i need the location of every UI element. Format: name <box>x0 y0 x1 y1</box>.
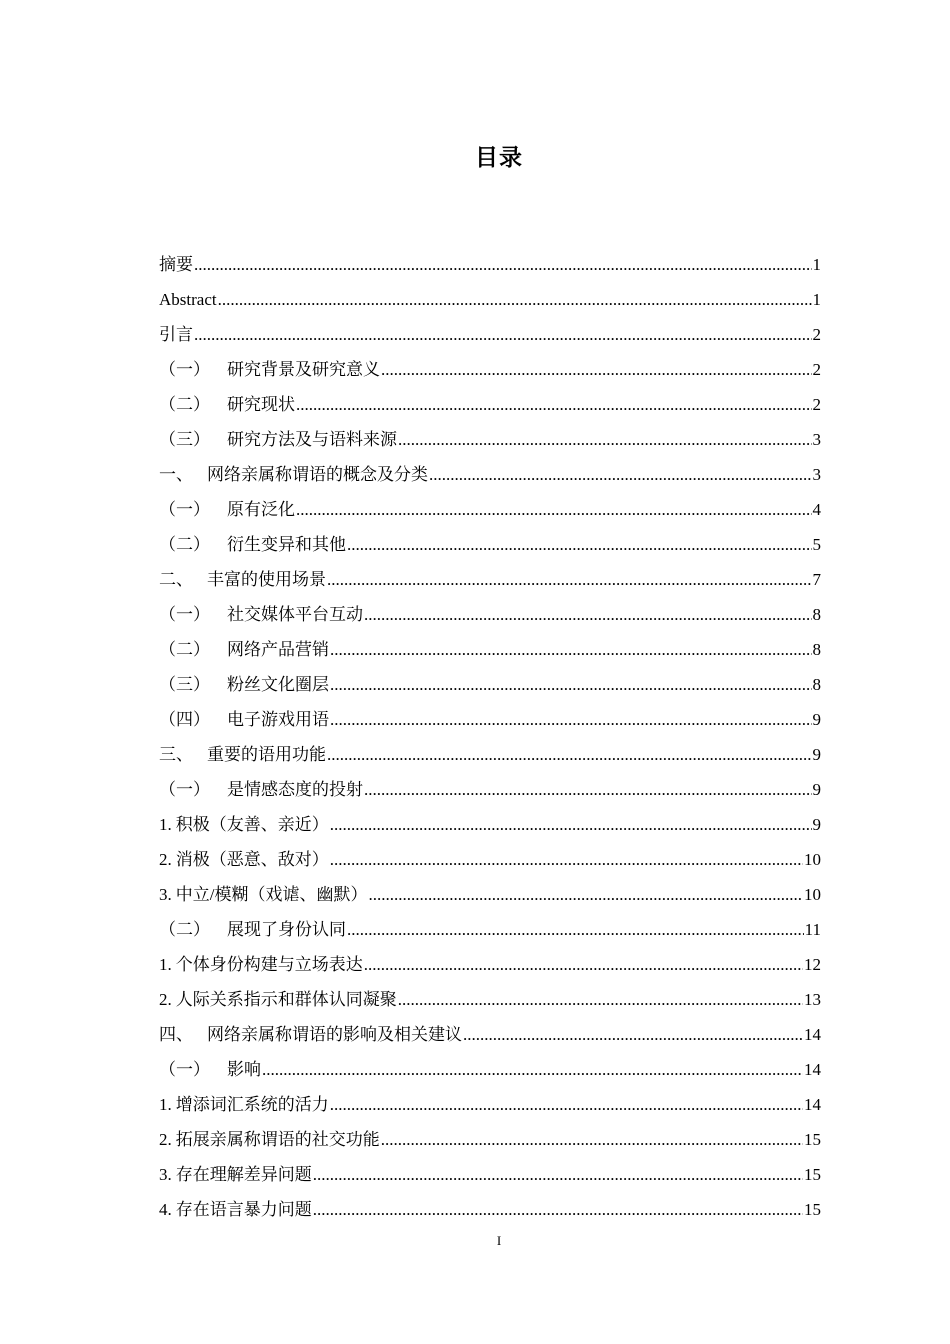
toc-entry-page: 2 <box>812 395 821 414</box>
page-number: I <box>496 1233 502 1248</box>
toc-entry-number: 四、 <box>159 1025 193 1044</box>
toc-entry-title: 网络产品营销 <box>227 640 329 659</box>
toc-entry-page: 10 <box>804 885 821 904</box>
toc-dot-leader <box>296 387 812 422</box>
toc-entry-number: （一） <box>159 1060 210 1079</box>
toc-dot-leader <box>330 807 812 842</box>
toc-entry-number: 2. <box>159 990 172 1009</box>
toc-entry[interactable] <box>159 772 821 807</box>
toc-entry-page: 15 <box>804 1200 821 1219</box>
toc-entry[interactable] <box>159 247 821 282</box>
toc-entry-page: 2 <box>812 325 821 344</box>
toc-entry-page: 9 <box>812 710 821 729</box>
toc-entry-title: 中立/模糊（戏谑、幽默） <box>175 885 368 904</box>
toc-entry-page: 14 <box>804 1025 821 1044</box>
toc-dot-leader <box>368 877 803 912</box>
toc-dot-leader <box>398 982 803 1017</box>
toc-entry-number: 2. <box>159 850 172 869</box>
toc-entry-title: 拓展亲属称谓语的社交功能 <box>175 1130 380 1149</box>
toc-dot-leader <box>296 492 812 527</box>
toc-entry[interactable] <box>159 422 821 457</box>
toc-entry-title: 存在理解差异问题 <box>175 1165 312 1184</box>
toc-dot-leader <box>330 1087 803 1122</box>
toc-entry[interactable] <box>159 492 821 527</box>
toc-dot-leader <box>327 737 812 772</box>
toc-dot-leader <box>330 702 812 737</box>
toc-entry[interactable] <box>159 457 821 492</box>
table-of-contents <box>159 247 821 1227</box>
toc-entry-page: 8 <box>812 675 821 694</box>
toc-entry[interactable] <box>159 1192 821 1227</box>
toc-entry[interactable] <box>159 947 821 982</box>
toc-entry[interactable] <box>159 282 821 317</box>
toc-entry-number: （一） <box>159 500 210 519</box>
page-title: 目录 <box>475 145 523 171</box>
toc-entry[interactable] <box>159 982 821 1017</box>
toc-dot-leader <box>463 1017 803 1052</box>
toc-entry[interactable] <box>159 1122 821 1157</box>
toc-dot-leader <box>398 422 812 457</box>
toc-entry-title: 增添词汇系统的活力 <box>175 1095 329 1114</box>
toc-entry[interactable] <box>159 632 821 667</box>
toc-entry[interactable] <box>159 562 821 597</box>
toc-entry-page: 15 <box>804 1130 821 1149</box>
toc-entry[interactable] <box>159 667 821 702</box>
toc-entry-title: Abstract <box>159 290 217 309</box>
toc-entry-page: 15 <box>804 1165 821 1184</box>
toc-entry-page: 10 <box>804 850 821 869</box>
toc-entry-title: 引言 <box>159 325 193 344</box>
toc-entry[interactable] <box>159 1157 821 1192</box>
toc-entry-page: 7 <box>812 570 821 589</box>
toc-dot-leader <box>330 842 803 877</box>
toc-entry-title: 网络亲属称谓语的影响及相关建议 <box>207 1025 462 1044</box>
toc-dot-leader <box>364 772 812 807</box>
toc-entry-number: （四） <box>159 710 210 729</box>
toc-entry-number: 3. <box>159 885 172 904</box>
toc-entry[interactable] <box>159 387 821 422</box>
toc-entry-number: 一、 <box>159 465 193 484</box>
toc-entry[interactable] <box>159 807 821 842</box>
toc-entry-page: 4 <box>812 500 821 519</box>
toc-entry-page: 1 <box>812 255 821 274</box>
toc-entry-number: 1. <box>159 1095 172 1114</box>
toc-entry-number: 1. <box>159 955 172 974</box>
toc-dot-leader <box>313 1192 803 1227</box>
toc-entry[interactable] <box>159 842 821 877</box>
toc-entry-number: （二） <box>159 395 210 414</box>
toc-entry-page: 3 <box>812 430 821 449</box>
toc-entry-title: 网络亲属称谓语的概念及分类 <box>207 465 428 484</box>
toc-entry[interactable] <box>159 597 821 632</box>
toc-dot-leader <box>381 1122 803 1157</box>
toc-entry-page: 8 <box>812 640 821 659</box>
toc-entry-number: （一） <box>159 780 210 799</box>
toc-entry-number: （一） <box>159 605 210 624</box>
toc-entry-title: 消极（恶意、敌对） <box>175 850 329 869</box>
toc-dot-leader <box>381 352 812 387</box>
toc-entry-number: 1. <box>159 815 172 834</box>
toc-entry-number: （三） <box>159 430 210 449</box>
toc-entry-title: 粉丝文化圈层 <box>227 675 329 694</box>
toc-entry[interactable] <box>159 737 821 772</box>
toc-entry-page: 9 <box>812 745 821 764</box>
toc-entry-number: （二） <box>159 920 210 939</box>
toc-entry-number: 二、 <box>159 570 193 589</box>
toc-entry-title: 存在语言暴力问题 <box>175 1200 312 1219</box>
toc-dot-leader <box>347 912 804 947</box>
toc-entry-title: 电子游戏用语 <box>227 710 329 729</box>
toc-entry-page: 2 <box>812 360 821 379</box>
toc-entry-page: 9 <box>812 815 821 834</box>
toc-entry-page: 5 <box>812 535 821 554</box>
toc-entry-page: 14 <box>804 1095 821 1114</box>
toc-entry-page: 8 <box>812 605 821 624</box>
toc-entry-number: （二） <box>159 640 210 659</box>
toc-entry[interactable] <box>159 877 821 912</box>
toc-dot-leader <box>313 1157 803 1192</box>
toc-entry[interactable] <box>159 527 821 562</box>
toc-entry[interactable] <box>159 352 821 387</box>
toc-entry[interactable] <box>159 702 821 737</box>
toc-entry-page: 11 <box>804 920 821 939</box>
toc-entry-page: 1 <box>812 290 821 309</box>
toc-dot-leader <box>327 562 812 597</box>
toc-entry-title: 衍生变异和其他 <box>227 535 346 554</box>
toc-entry-title: 积极（友善、亲近） <box>175 815 329 834</box>
toc-dot-leader <box>194 317 812 352</box>
toc-entry-number: 2. <box>159 1130 172 1149</box>
toc-entry-title: 研究方法及与语料来源 <box>227 430 397 449</box>
toc-dot-leader <box>218 282 812 317</box>
toc-dot-leader <box>330 667 812 702</box>
toc-dot-leader <box>347 527 812 562</box>
toc-dot-leader <box>194 247 812 282</box>
toc-entry[interactable] <box>159 1052 821 1087</box>
toc-entry[interactable] <box>159 1087 821 1122</box>
toc-entry-title: 原有泛化 <box>227 500 295 519</box>
toc-entry-number: （三） <box>159 675 210 694</box>
toc-entry-title: 人际关系指示和群体认同凝聚 <box>175 990 397 1009</box>
toc-entry-title: 个体身份构建与立场表达 <box>175 955 363 974</box>
toc-dot-leader <box>262 1052 803 1087</box>
toc-entry[interactable] <box>159 912 821 947</box>
toc-entry-title: 重要的语用功能 <box>207 745 326 764</box>
toc-entry-number: （一） <box>159 360 210 379</box>
toc-entry[interactable] <box>159 1017 821 1052</box>
toc-dot-leader <box>429 457 812 492</box>
toc-entry-title: 展现了身份认同 <box>227 920 346 939</box>
toc-entry-page: 12 <box>804 955 821 974</box>
toc-entry-title: 研究背景及研究意义 <box>227 360 380 379</box>
toc-entry-number: 三、 <box>159 745 193 764</box>
toc-entry-page: 3 <box>812 465 821 484</box>
toc-entry-page: 13 <box>804 990 821 1009</box>
toc-entry-title: 摘要 <box>159 255 193 274</box>
toc-entry-number: （二） <box>159 535 210 554</box>
toc-dot-leader <box>364 597 812 632</box>
toc-dot-leader <box>330 632 812 667</box>
toc-entry-title: 是情感态度的投射 <box>227 780 363 799</box>
toc-entry[interactable] <box>159 317 821 352</box>
toc-entry-title: 影响 <box>227 1060 261 1079</box>
toc-entry-title: 丰富的使用场景 <box>207 570 326 589</box>
toc-entry-page: 9 <box>812 780 821 799</box>
toc-entry-number: 3. <box>159 1165 172 1184</box>
toc-entry-title: 研究现状 <box>227 395 295 414</box>
toc-dot-leader <box>364 947 803 982</box>
toc-entry-title: 社交媒体平台互动 <box>227 605 363 624</box>
toc-entry-number: 4. <box>159 1200 172 1219</box>
toc-entry-page: 14 <box>804 1060 821 1079</box>
